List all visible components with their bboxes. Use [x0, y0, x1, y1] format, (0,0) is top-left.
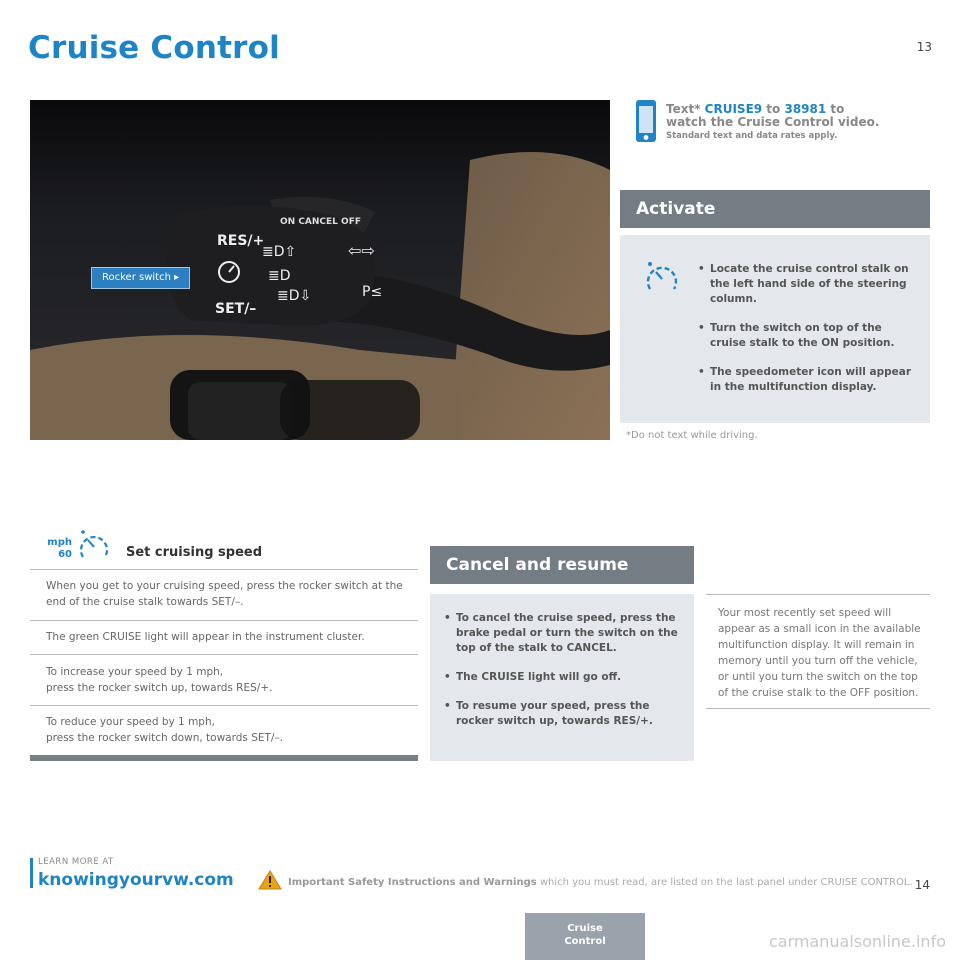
rocker-switch-callout	[91, 267, 190, 289]
sms-prefix: Text*	[666, 102, 705, 116]
set-speed-paragraph: The green CRUISE light will appear in the instrument cluster.	[46, 631, 365, 643]
memory-note: Your most recently set speed will appear as a small icon in the available multifunction display. It will remain in memory until you turn off the vehicle, or until you turn the switch on the top of the cruise stalk to the OFF position.	[718, 607, 921, 699]
divider	[30, 569, 418, 570]
sms-to-1: to	[762, 102, 785, 116]
phone-icon	[636, 100, 656, 142]
svg-text:≣D⇧: ≣D⇧	[262, 244, 297, 260]
svg-text:SET/–: SET/–	[215, 301, 257, 317]
watermark: carmanualsonline.info	[768, 932, 946, 951]
set-speed-paragraph: When you get to your cruising speed, press the rocker switch at the end of the cruise stalk towards SET/–.	[46, 580, 403, 608]
safety-warning	[288, 877, 913, 888]
svg-text:≣D: ≣D	[268, 268, 291, 284]
callout-arrow-icon: ▸	[174, 272, 180, 283]
activate-heading: Activate	[620, 190, 930, 228]
svg-text:⇦⇨: ⇦⇨	[348, 241, 375, 260]
sms-number: 38981	[784, 102, 827, 116]
learn-more-label: LEARN MORE AT	[38, 857, 114, 867]
tab-line-1: Cruise	[567, 923, 603, 934]
set-speed-heading: Set cruising speed	[126, 545, 263, 560]
speedometer-icon	[643, 259, 681, 297]
activate-bullet-list	[696, 262, 914, 409]
warning-icon	[258, 870, 282, 890]
list-item: • To resume your speed, press the rocker switch up, towards RES/+.	[442, 699, 682, 729]
sms-code: CRUISE9	[704, 102, 763, 116]
footer-accent-bar	[30, 858, 33, 888]
speedometer-set-icon	[76, 528, 112, 564]
texting-footnote: *Do not text while driving.	[626, 430, 758, 441]
warning-rest: which you must read, are listed on the last panel under CRUISE CONTROL.	[536, 877, 913, 888]
svg-text:ON CANCEL OFF: ON CANCEL OFF	[280, 217, 361, 227]
divider	[30, 654, 418, 655]
callout-label: Rocker switch	[102, 272, 171, 283]
divider	[706, 594, 930, 595]
divider	[30, 705, 418, 706]
divider	[706, 708, 930, 709]
tab-line-2: Control	[564, 936, 606, 947]
list-item: • The speedometer icon will appear in the multifunction display.	[696, 365, 914, 395]
page-number-bottom: 14	[914, 878, 930, 892]
svg-text:RES/+: RES/+	[217, 233, 265, 249]
website-link[interactable]: knowingyourvw.com	[38, 870, 234, 890]
sms-line-2: watch the Cruise Control video.	[666, 115, 880, 129]
text-to-watch-video	[666, 103, 879, 143]
section-tab-cruise-control[interactable]	[525, 913, 645, 960]
list-item: • To cancel the cruise speed, press the brake pedal or turn the switch on the top of the stalk to CANCEL.	[442, 611, 682, 656]
page-number-top: 13	[916, 40, 932, 54]
divider	[30, 620, 418, 621]
mph-value: 60	[58, 549, 72, 560]
svg-text:P≤: P≤	[362, 284, 383, 300]
cancel-heading: Cancel and resume	[430, 546, 694, 584]
list-item: • The CRUISE light will go off.	[442, 670, 682, 685]
list-item: • Turn the switch on top of the cruise stalk to the ON position.	[696, 321, 914, 351]
section-bottom-bar	[30, 755, 418, 761]
sms-to-2: to	[826, 102, 845, 116]
page-title: Cruise Control	[28, 30, 280, 66]
svg-text:≣D⇩: ≣D⇩	[277, 288, 312, 304]
set-speed-paragraph: To reduce your speed by 1 mph, press the rocker switch down, towards SET/–.	[46, 716, 284, 744]
warning-bold: Important Safety Instructions and Warnings	[288, 877, 537, 888]
cancel-bullet-list	[442, 611, 682, 743]
mph-unit: mph	[47, 537, 72, 548]
list-item: • Locate the cruise control stalk on the left hand side of the steering column.	[696, 262, 914, 307]
sms-rates: Standard text and data rates apply.	[666, 131, 838, 141]
set-speed-paragraph: To increase your speed by 1 mph, press the rocker switch up, towards RES/+.	[46, 666, 273, 694]
mph-label	[46, 537, 72, 561]
